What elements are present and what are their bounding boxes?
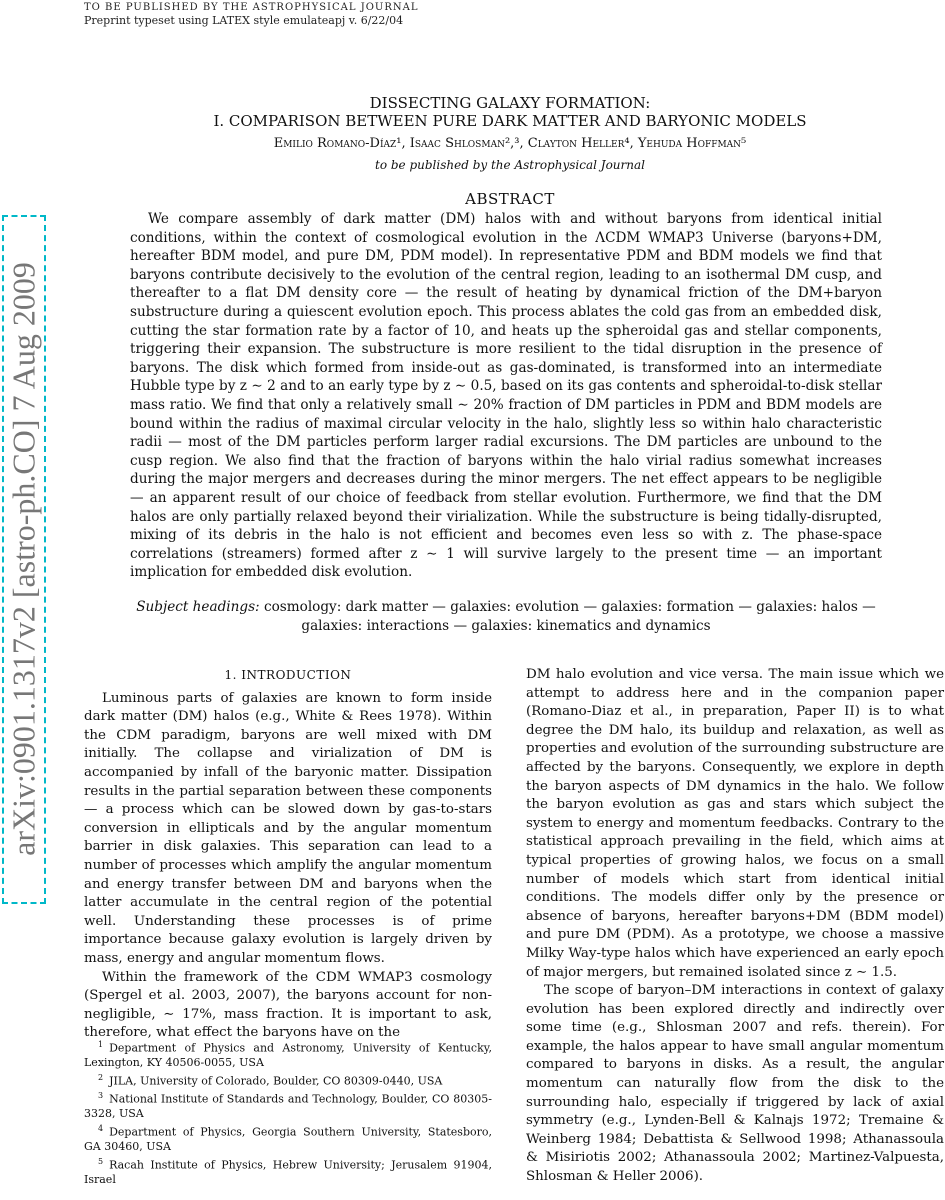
section-heading-introduction: 1. INTRODUCTION [224,668,352,682]
preprint-note: Preprint typeset using LATEX style emulateapj v. 6/22/04 [84,14,404,27]
right-column [526,666,944,1187]
footnote-text: National Institute of Standards and Technology, Boulder, CO 80305-3328, USA [84,1092,492,1121]
intro-paragraph-4: The scope of baryon–DM interactions in context of galaxy evolution has been explored directly and indirectly over some time (e.g., Shlosman 2007 and refs. therein). For example, the halos appear to have small angular momentum compared to baryons in disks. As a result, the angular momentum can naturally flow from the disk to the surrounding halo, especially if triggered by lack of axial symmetry (e.g., Lynden-Bell & Kalnajs 1972; Tremaine & Weinberg 1984; Debattista & Sellwood 1998; Athanassoula & Misiriotis 2002; Athanassoula 2002; Martinez-Valpuesta, Shlosman & Heller 2006). [526,983,944,1185]
footnote-mark: 4 [98,1123,104,1133]
footnote-item [84,1122,492,1155]
arxiv-stamp-text: arXiv:0901.1317v2 [astro-ph.CO] 7 Aug 2009 [5,262,42,856]
author-list: Emilio Romano-Díaz¹, Isaac Shlosman²,³, Clayton Heller⁴, Yehuda Hoffman⁵ [273,136,747,151]
subject-headings-text: cosmology: dark matter — galaxies: evolution — galaxies: formation — galaxies: halos — galaxies: interactions — galaxies: kinematics and dynamics [263,599,876,634]
intro-paragraph-2: Within the framework of the CDM WMAP3 cosmology (Spergel et al. 2003, 2007), the baryons account for non-negligible, ∼ 17%, mass fraction. It is important to ask, therefore, what effect the baryons have on the [84,969,492,1041]
journal-note: to be published by the Astrophysical Journal [375,158,645,172]
paper-title-line-1: DISSECTING GALAXY FORMATION: [369,94,651,112]
arxiv-stamp-box[interactable] [2,215,46,904]
footnote-text: Department of Physics, Georgia Southern University, Statesboro, GA 30460, USA [84,1125,492,1154]
footnote-item [84,1071,492,1089]
footnote-mark: 2 [98,1072,104,1082]
intro-paragraph-3: DM halo evolution and vice versa. The main issue which we attempt to address here and in the companion paper (Romano-Diaz et al., in preparation, Paper II) is to what degree the DM halo, its buildup and relaxation, as well as properties and evolution of the surrounding substructure are affected by the baryons. Consequently, we explore in depth the baryon aspects of DM dynamics in the halo. We follow the baryon evolution as gas and stars which subject the system to energy and momentum feedbacks. Contrary to the statistical approach prevailing in the field, which aims at typical properties of growing halos, we focus on a small number of models which start from identical initial conditions. The models differ only by the presence or absence of baryons, hereafter baryons+DM (BDM model) and pure DM (PDM). As a prototype, we choose a massive Milky Way-type halos which have experienced an early epoch of major mergers, but remained isolated since z ∼ 1.5. [526,667,944,980]
footnote-item [84,1155,492,1188]
footnote-mark: 3 [98,1091,104,1101]
footnote-item [84,1038,492,1071]
abstract-heading: ABSTRACT [465,190,555,208]
running-header: TO BE PUBLISHED BY THE ASTROPHYSICAL JOURNAL [84,2,419,13]
footnote-text: Department of Physics and Astronomy, University of Kentucky, Lexington, KY 40506-0055, USA [84,1041,492,1070]
abstract-text: We compare assembly of dark matter (DM) halos with and without baryons from identical initial conditions, within the context of cosmological evolution in the ΛCDM WMAP3 Universe (baryons+DM, hereafter BDM model, and pure DM, PDM model). In representative PDM and BDM models we find that baryons contribute decisively to the evolution of the central region, leading to an isothermal DM cusp, and thereafter to a flat DM density core — the result of heating by dynamical friction of the DM+baryon substructure during a quiescent evolution epoch. This process ablates the cold gas from an embedded disk, cutting the star formation rate by a factor of 10, and heats up the spheroidal gas and stellar components, triggering their expansion. The substructure is more resilient to the tidal disruption in the presence of baryons. The disk which formed from inside-out as gas-dominated, is transformed into an intermediate Hubble type by z ∼ 2 and to an early type by z ∼ 0.5, based on its gas contents and spheroidal-to-disk stellar mass ratio. We find that only a relatively small ∼ 20% fraction of DM particles in PDM and BDM models are bound within the radius of maximal circular velocity in the halo, slightly less so within halo characteristic radii — most of the DM particles perform larger radial excursions. The DM particles are unbound to the cusp region. We also find that the fraction of baryons within the halo virial radius somewhat increases during the major mergers and decreases during the minor mergers. The net effect appears to be negligible — an apparent result of our choice of feedback from stellar evolution. Furthermore, we find that the DM halos are only partially relaxed beyond their virialization. While the substructure is being tidally-disrupted, mixing of its debris in the halo is not efficient and becomes even less so with z. The phase-space correlations (streamers) formed after z ∼ 1 will survive largely to the present time — an important implication for embedded disk evolution. [130,211,882,581]
footnote-item [84,1089,492,1122]
footnote-text: JILA, University of Colorado, Boulder, CO 80309-0440, USA [109,1074,443,1088]
footnotes [84,1038,492,1188]
subject-headings-label: Subject headings: [136,599,260,615]
left-column [84,666,492,1043]
paper-title-line-2: I. COMPARISON BETWEEN PURE DARK MATTER AND BARYONIC MODELS [213,112,807,130]
footnote-text: Racah Institute of Physics, Hebrew University; Jerusalem 91904, Israel [84,1158,492,1187]
footnote-mark: 1 [98,1040,104,1049]
intro-paragraph-1: Luminous parts of galaxies are known to form inside dark matter (DM) halos (e.g., White & Rees 1978). Within the CDM paradigm, baryons are well mixed with DM initially. The collapse and virialization of DM is accompanied by infall of the baryonic matter. Dissipation results in the partial separation between these components — a process which can be slowed down by gas-to-stars conversion in ellipticals and by the angular momentum barrier in disk galaxies. This separation can lead to a number of processes which amplify the angular momentum and energy transfer between DM and baryons when the latter accumulate in the central region of the potential well. Understanding these processes is of prime importance because galaxy evolution is largely driven by mass, energy and angular momentum flows. [84,690,492,966]
subject-headings [130,598,882,635]
footnote-mark: 5 [98,1156,104,1166]
